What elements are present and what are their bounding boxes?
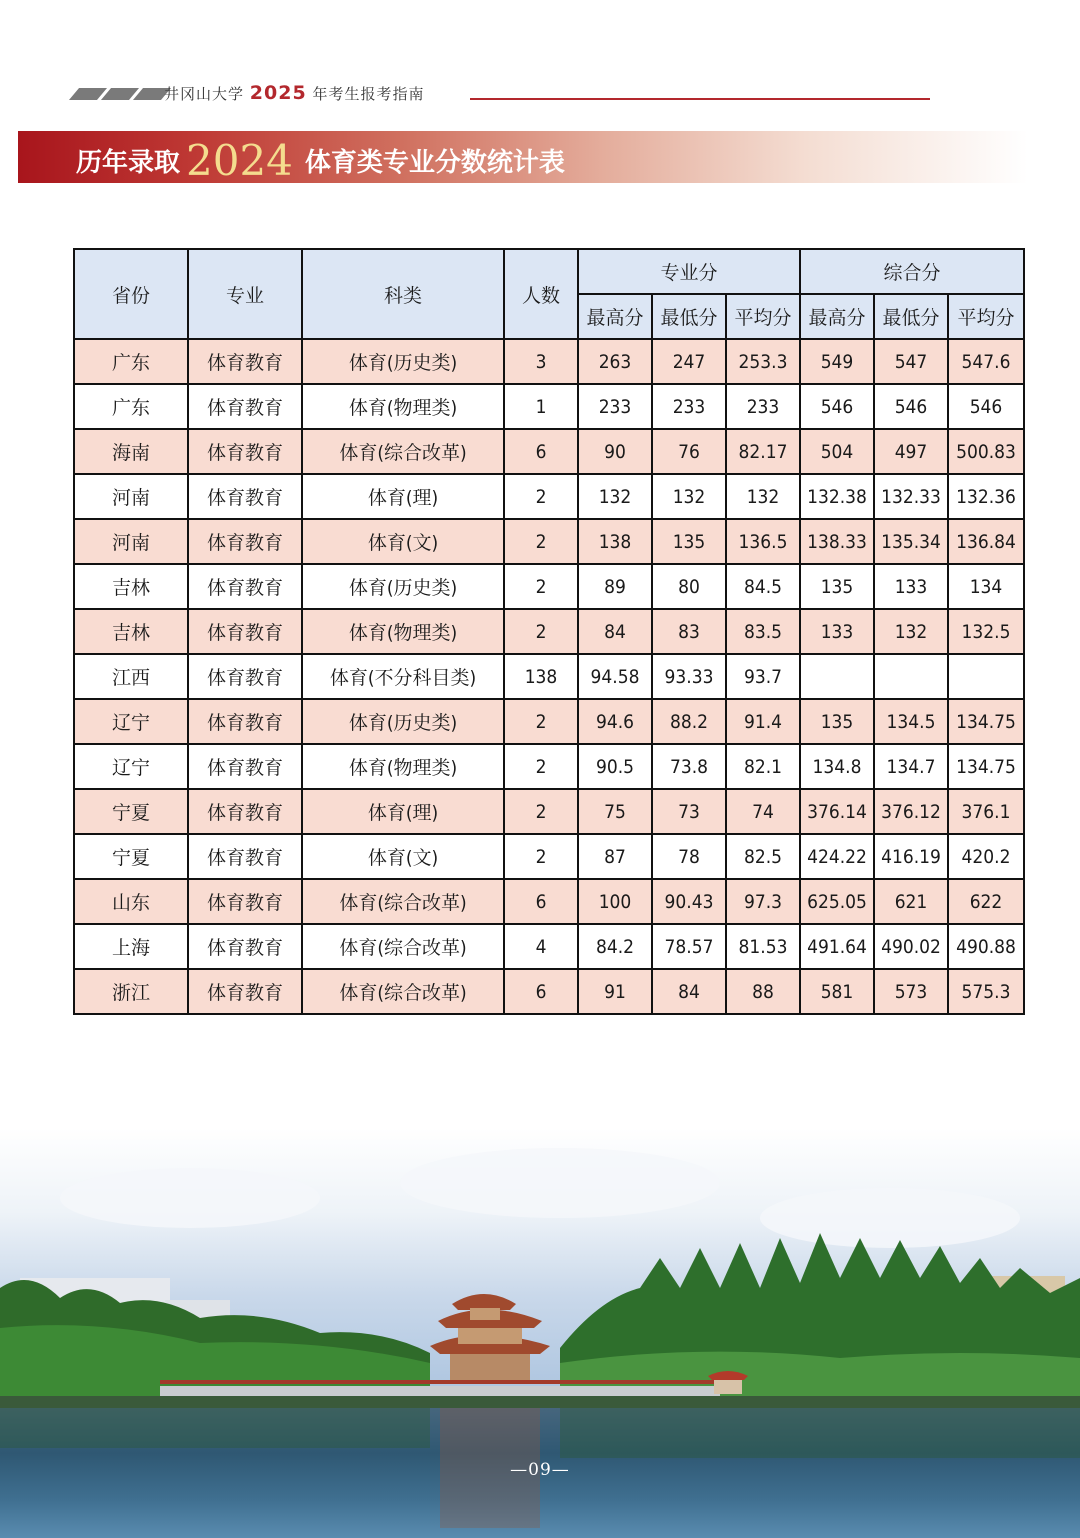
cell-category: 体育(历史类) xyxy=(302,564,504,609)
cell-prof-min: 78.57 xyxy=(652,924,726,969)
cell-comp-max: 376.14 xyxy=(800,789,874,834)
cell-comp-avg: 546 xyxy=(948,384,1024,429)
cell-prof-max: 84.2 xyxy=(578,924,652,969)
cell-prof-avg: 88 xyxy=(726,969,800,1014)
cell-category: 体育(理) xyxy=(302,789,504,834)
table-row xyxy=(74,834,1024,879)
cell-category: 体育(历史类) xyxy=(302,699,504,744)
cell-count: 6 xyxy=(504,969,578,1014)
header-prof-min: 最低分 xyxy=(652,294,726,339)
banner-year: 2024 xyxy=(186,136,293,185)
cell-category: 体育(综合改革) xyxy=(302,924,504,969)
cell-comp-min: 621 xyxy=(874,879,948,924)
cell-prof-avg: 84.5 xyxy=(726,564,800,609)
cell-category: 体育(历史类) xyxy=(302,339,504,384)
cell-major: 体育教育 xyxy=(188,879,302,924)
cell-province: 上海 xyxy=(74,924,188,969)
page-number: —09— xyxy=(510,1460,570,1480)
header-major: 专业 xyxy=(188,249,302,339)
cell-count: 4 xyxy=(504,924,578,969)
cell-comp-min: 132 xyxy=(874,609,948,654)
cell-prof-avg: 82.5 xyxy=(726,834,800,879)
cell-comp-max: 625.05 xyxy=(800,879,874,924)
cell-comp-max: 546 xyxy=(800,384,874,429)
cell-prof-min: 78 xyxy=(652,834,726,879)
cell-comp-min: 132.33 xyxy=(874,474,948,519)
cell-prof-min: 76 xyxy=(652,429,726,474)
cell-major: 体育教育 xyxy=(188,699,302,744)
cell-province: 宁夏 xyxy=(74,834,188,879)
title-banner xyxy=(18,131,1028,183)
cell-category: 体育(物理类) xyxy=(302,384,504,429)
header-comp-avg: 平均分 xyxy=(948,294,1024,339)
cell-comp-max: 133 xyxy=(800,609,874,654)
cell-prof-avg: 233 xyxy=(726,384,800,429)
cell-category: 体育(不分科目类) xyxy=(302,654,504,699)
cell-prof-min: 247 xyxy=(652,339,726,384)
cell-comp-max: 135 xyxy=(800,699,874,744)
cell-major: 体育教育 xyxy=(188,384,302,429)
cell-count: 2 xyxy=(504,474,578,519)
cell-comp-max xyxy=(800,654,874,699)
table-row xyxy=(74,924,1024,969)
banner-subtitle: 体育类专业分数统计表 xyxy=(304,148,565,178)
cell-category: 体育(综合改革) xyxy=(302,969,504,1014)
cell-count: 2 xyxy=(504,789,578,834)
cell-comp-min: 416.19 xyxy=(874,834,948,879)
cell-count: 2 xyxy=(504,609,578,654)
pavilion xyxy=(430,1294,550,1383)
cell-province: 河南 xyxy=(74,474,188,519)
header-comp-max: 最高分 xyxy=(800,294,874,339)
cell-count: 2 xyxy=(504,519,578,564)
cell-major: 体育教育 xyxy=(188,429,302,474)
cell-count: 3 xyxy=(504,339,578,384)
cell-prof-avg: 82.17 xyxy=(726,429,800,474)
cell-province: 江西 xyxy=(74,654,188,699)
cell-prof-min: 83 xyxy=(652,609,726,654)
cell-major: 体育教育 xyxy=(188,609,302,654)
cell-prof-min: 80 xyxy=(652,564,726,609)
header-professional-score: 专业分 xyxy=(578,249,800,294)
cell-comp-max: 134.8 xyxy=(800,744,874,789)
banner-title xyxy=(76,137,565,183)
cell-major: 体育教育 xyxy=(188,519,302,564)
cell-comp-min: 546 xyxy=(874,384,948,429)
cell-comp-min: 134.5 xyxy=(874,699,948,744)
cell-prof-avg: 82.1 xyxy=(726,744,800,789)
cell-category: 体育(物理类) xyxy=(302,609,504,654)
header-prof-max: 最高分 xyxy=(578,294,652,339)
cell-province: 吉林 xyxy=(74,609,188,654)
cell-prof-min: 132 xyxy=(652,474,726,519)
cell-prof-min: 73 xyxy=(652,789,726,834)
table-header-row xyxy=(74,249,1024,294)
cell-comp-avg: 547.6 xyxy=(948,339,1024,384)
banner-lead: 历年录取 xyxy=(76,148,181,178)
cell-province: 海南 xyxy=(74,429,188,474)
cell-comp-min: 135.34 xyxy=(874,519,948,564)
cell-province: 广东 xyxy=(74,339,188,384)
cell-prof-max: 94.6 xyxy=(578,699,652,744)
cell-province: 河南 xyxy=(74,519,188,564)
cell-prof-min: 93.33 xyxy=(652,654,726,699)
cell-comp-max: 132.38 xyxy=(800,474,874,519)
cell-count: 6 xyxy=(504,429,578,474)
cell-prof-avg: 132 xyxy=(726,474,800,519)
table-row xyxy=(74,564,1024,609)
cell-comp-avg xyxy=(948,654,1024,699)
cell-comp-max: 135 xyxy=(800,564,874,609)
cell-province: 辽宁 xyxy=(74,699,188,744)
cell-prof-avg: 91.4 xyxy=(726,699,800,744)
cell-major: 体育教育 xyxy=(188,969,302,1014)
cell-province: 宁夏 xyxy=(74,789,188,834)
cell-comp-max: 491.64 xyxy=(800,924,874,969)
table-row xyxy=(74,654,1024,699)
cell-comp-avg: 132.36 xyxy=(948,474,1024,519)
header-suffix: 年考生报考指南 xyxy=(312,85,425,103)
cell-count: 2 xyxy=(504,699,578,744)
cell-count: 138 xyxy=(504,654,578,699)
header-category: 科类 xyxy=(302,249,504,339)
cell-category: 体育(物理类) xyxy=(302,744,504,789)
cell-comp-avg: 132.5 xyxy=(948,609,1024,654)
cell-count: 1 xyxy=(504,384,578,429)
cell-comp-avg: 622 xyxy=(948,879,1024,924)
cell-prof-max: 89 xyxy=(578,564,652,609)
cell-province: 山东 xyxy=(74,879,188,924)
cell-prof-max: 94.58 xyxy=(578,654,652,699)
table-row xyxy=(74,339,1024,384)
cell-prof-max: 91 xyxy=(578,969,652,1014)
cell-comp-avg: 134.75 xyxy=(948,699,1024,744)
cell-prof-max: 87 xyxy=(578,834,652,879)
cell-prof-min: 88.2 xyxy=(652,699,726,744)
cell-major: 体育教育 xyxy=(188,564,302,609)
cell-comp-max: 138.33 xyxy=(800,519,874,564)
cell-comp-avg: 136.84 xyxy=(948,519,1024,564)
cell-prof-min: 84 xyxy=(652,969,726,1014)
cell-comp-avg: 134.75 xyxy=(948,744,1024,789)
cell-comp-min: 133 xyxy=(874,564,948,609)
cell-prof-max: 100 xyxy=(578,879,652,924)
cell-major: 体育教育 xyxy=(188,924,302,969)
cell-prof-max: 233 xyxy=(578,384,652,429)
table-row xyxy=(74,519,1024,564)
cell-comp-min xyxy=(874,654,948,699)
cell-prof-max: 84 xyxy=(578,609,652,654)
header-count: 人数 xyxy=(504,249,578,339)
cell-category: 体育(综合改革) xyxy=(302,879,504,924)
header-prefix: 井冈山大学 xyxy=(164,85,245,103)
cell-prof-avg: 97.3 xyxy=(726,879,800,924)
cell-prof-max: 138 xyxy=(578,519,652,564)
cell-province: 广东 xyxy=(74,384,188,429)
cell-province: 吉林 xyxy=(74,564,188,609)
page-header xyxy=(0,78,1080,108)
cell-prof-min: 90.43 xyxy=(652,879,726,924)
cell-prof-avg: 74 xyxy=(726,789,800,834)
cell-category: 体育(综合改革) xyxy=(302,429,504,474)
header-title xyxy=(164,82,424,104)
table-row xyxy=(74,789,1024,834)
cell-prof-max: 263 xyxy=(578,339,652,384)
cell-prof-avg: 93.7 xyxy=(726,654,800,699)
header-rule xyxy=(470,98,930,100)
cell-province: 浙江 xyxy=(74,969,188,1014)
cell-comp-min: 376.12 xyxy=(874,789,948,834)
header-year: 2025 xyxy=(249,82,307,104)
score-table xyxy=(73,248,1025,1015)
cell-count: 2 xyxy=(504,834,578,879)
cell-comp-avg: 376.1 xyxy=(948,789,1024,834)
cell-major: 体育教育 xyxy=(188,474,302,519)
cell-comp-min: 497 xyxy=(874,429,948,474)
cell-prof-avg: 136.5 xyxy=(726,519,800,564)
cell-comp-avg: 575.3 xyxy=(948,969,1024,1014)
cell-comp-avg: 500.83 xyxy=(948,429,1024,474)
table-row xyxy=(74,699,1024,744)
cell-province: 辽宁 xyxy=(74,744,188,789)
table-row xyxy=(74,969,1024,1014)
header-prof-avg: 平均分 xyxy=(726,294,800,339)
table-row xyxy=(74,609,1024,654)
cell-major: 体育教育 xyxy=(188,339,302,384)
cell-major: 体育教育 xyxy=(188,744,302,789)
cell-prof-min: 233 xyxy=(652,384,726,429)
cell-prof-max: 75 xyxy=(578,789,652,834)
cell-prof-max: 90 xyxy=(578,429,652,474)
header-composite-score: 综合分 xyxy=(800,249,1024,294)
cell-comp-min: 573 xyxy=(874,969,948,1014)
cell-prof-avg: 83.5 xyxy=(726,609,800,654)
table-row xyxy=(74,474,1024,519)
cell-comp-min: 490.02 xyxy=(874,924,948,969)
header-comp-min: 最低分 xyxy=(874,294,948,339)
cell-comp-avg: 420.2 xyxy=(948,834,1024,879)
cell-comp-max: 504 xyxy=(800,429,874,474)
header-province: 省份 xyxy=(74,249,188,339)
cell-category: 体育(文) xyxy=(302,834,504,879)
cell-major: 体育教育 xyxy=(188,789,302,834)
cell-category: 体育(文) xyxy=(302,519,504,564)
table-row xyxy=(74,384,1024,429)
cell-comp-min: 134.7 xyxy=(874,744,948,789)
cell-prof-max: 132 xyxy=(578,474,652,519)
table-body xyxy=(74,339,1024,1014)
cell-prof-min: 73.8 xyxy=(652,744,726,789)
table-row xyxy=(74,744,1024,789)
cell-category: 体育(理) xyxy=(302,474,504,519)
table-row xyxy=(74,879,1024,924)
cell-comp-max: 424.22 xyxy=(800,834,874,879)
cell-comp-avg: 134 xyxy=(948,564,1024,609)
cell-major: 体育教育 xyxy=(188,654,302,699)
cell-count: 6 xyxy=(504,879,578,924)
cell-comp-max: 549 xyxy=(800,339,874,384)
cell-prof-avg: 253.3 xyxy=(726,339,800,384)
cell-comp-max: 581 xyxy=(800,969,874,1014)
cell-comp-avg: 490.88 xyxy=(948,924,1024,969)
table-row xyxy=(74,429,1024,474)
cell-prof-avg: 81.53 xyxy=(726,924,800,969)
cell-count: 2 xyxy=(504,564,578,609)
cell-prof-min: 135 xyxy=(652,519,726,564)
cell-prof-max: 90.5 xyxy=(578,744,652,789)
cell-comp-min: 547 xyxy=(874,339,948,384)
cell-major: 体育教育 xyxy=(188,834,302,879)
cell-count: 2 xyxy=(504,744,578,789)
